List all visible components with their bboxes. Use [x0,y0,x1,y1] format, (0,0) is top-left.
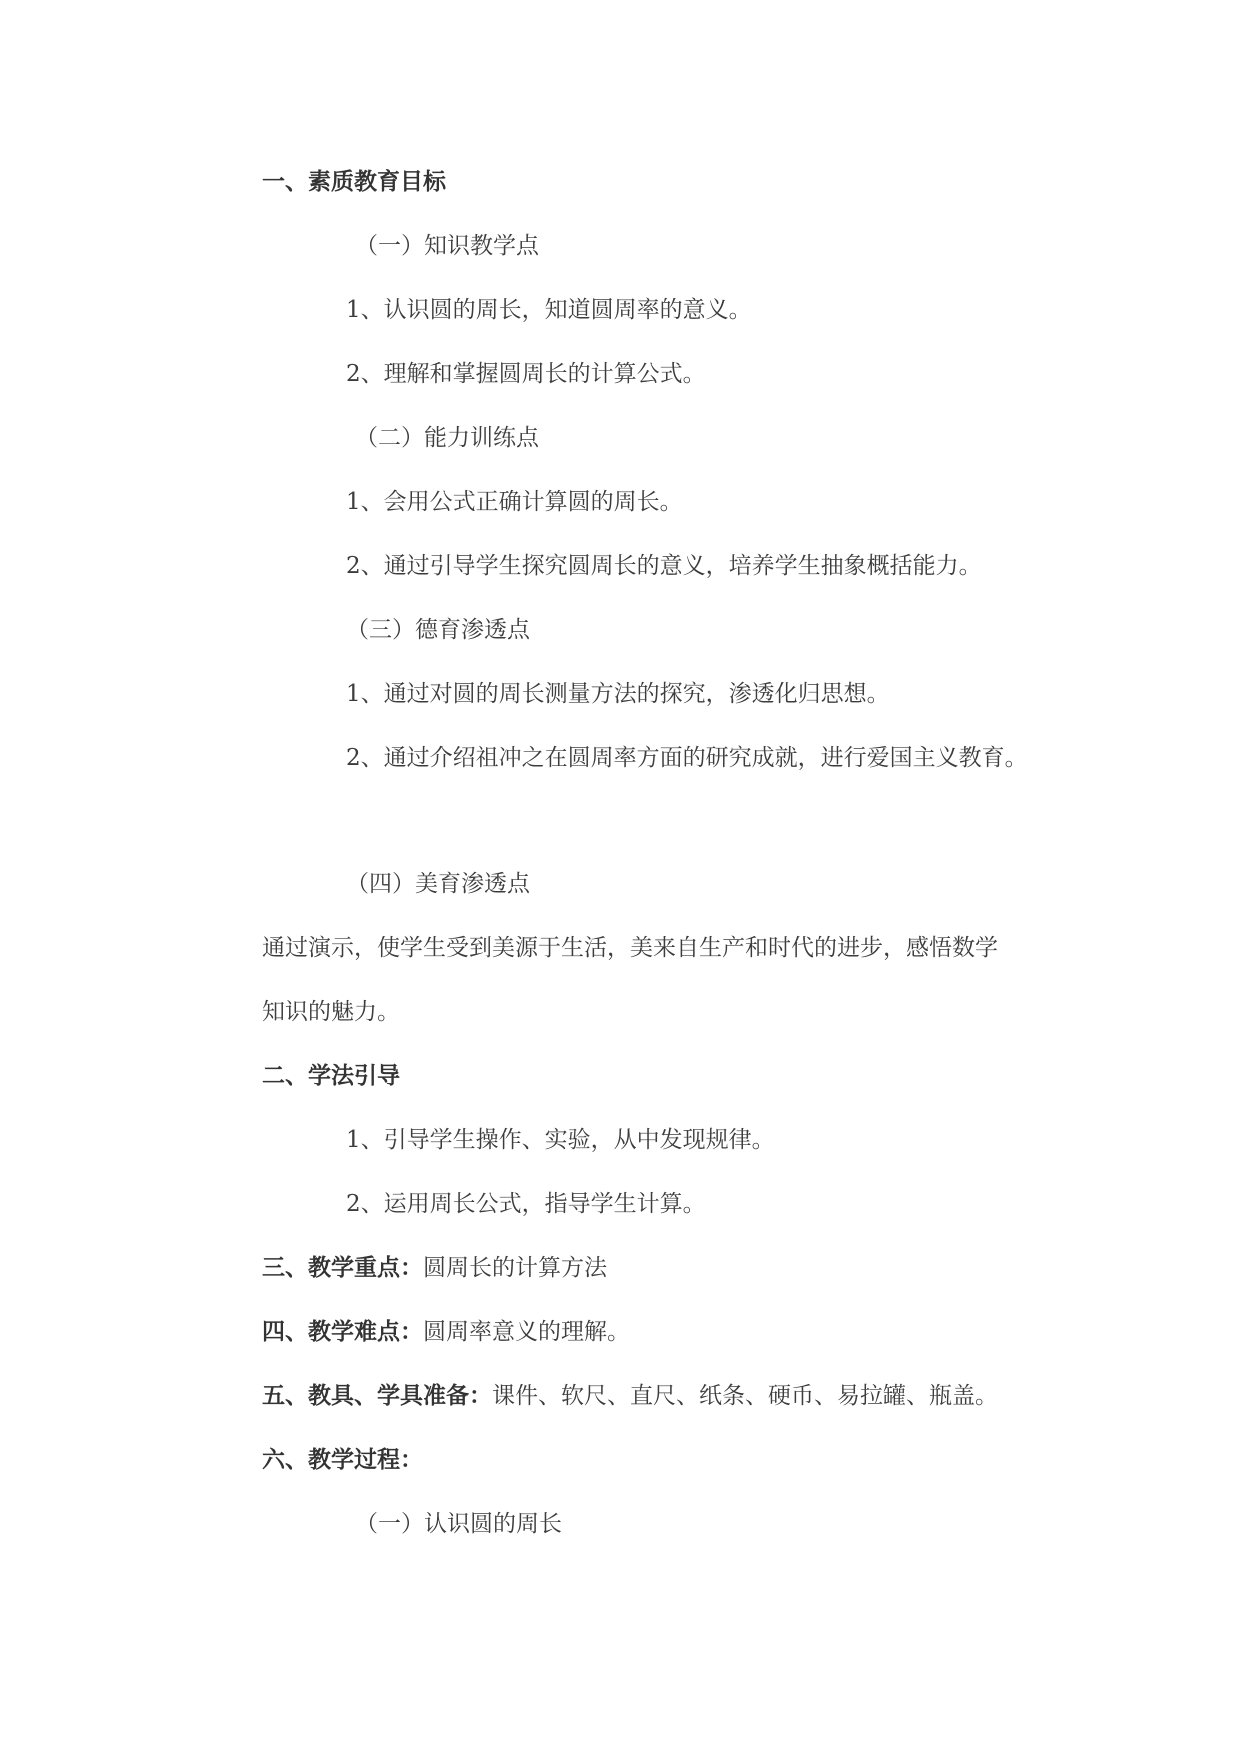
moral-item-1: 1、通过对圆的周长测量方法的探究，渗透化归思想。 [346,681,890,707]
subsection-knowledge: （一）知识教学点 [355,233,539,259]
key-point-label: 三、教学重点： [262,1254,423,1281]
method-item-1: 1、引导学生操作、实验，从中发现规律。 [346,1127,775,1153]
subsection-moral: （三）德育渗透点 [346,617,530,643]
subsection-ability: （二）能力训练点 [355,425,539,451]
aesthetic-paragraph-line-1: 通过演示，使学生受到美源于生活，美来自生产和时代的进步，感悟数学 [262,935,998,961]
materials-text: 课件、软尺、直尺、纸条、硬币、易拉罐、瓶盖。 [492,1383,998,1409]
key-point-text: 圆周长的计算方法 [423,1255,607,1281]
method-item-2: 2、运用周长公式，指导学生计算。 [346,1191,706,1217]
ability-item-1: 1、会用公式正确计算圆的周长。 [346,489,683,515]
aesthetic-paragraph-line-2: 知识的魅力。 [262,999,400,1025]
section-heading-method: 二、学法引导 [262,1062,400,1089]
moral-item-2: 2、通过介绍祖冲之在圆周率方面的研究成就，进行爱国主义教育。 [346,745,1028,771]
difficulty-line [262,1316,630,1348]
difficulty-text: 圆周率意义的理解。 [423,1319,630,1345]
process-subsection-1: （一）认识圆的周长 [355,1511,562,1537]
section-heading-goals: 一、素质教育目标 [262,168,446,195]
subsection-aesthetic: （四）美育渗透点 [346,871,530,897]
knowledge-item-2: 2、理解和掌握圆周长的计算公式。 [346,361,706,387]
materials-line [262,1380,998,1412]
knowledge-item-1: 1、认识圆的周长，知道圆周率的意义。 [346,297,752,323]
ability-item-2: 2、通过引导学生探究圆周长的意义，培养学生抽象概括能力。 [346,553,982,579]
difficulty-label: 四、教学难点： [262,1318,423,1345]
key-point-line [262,1252,607,1284]
materials-label: 五、教具、学具准备： [262,1382,492,1409]
section-heading-process: 六、教学过程： [262,1446,423,1473]
